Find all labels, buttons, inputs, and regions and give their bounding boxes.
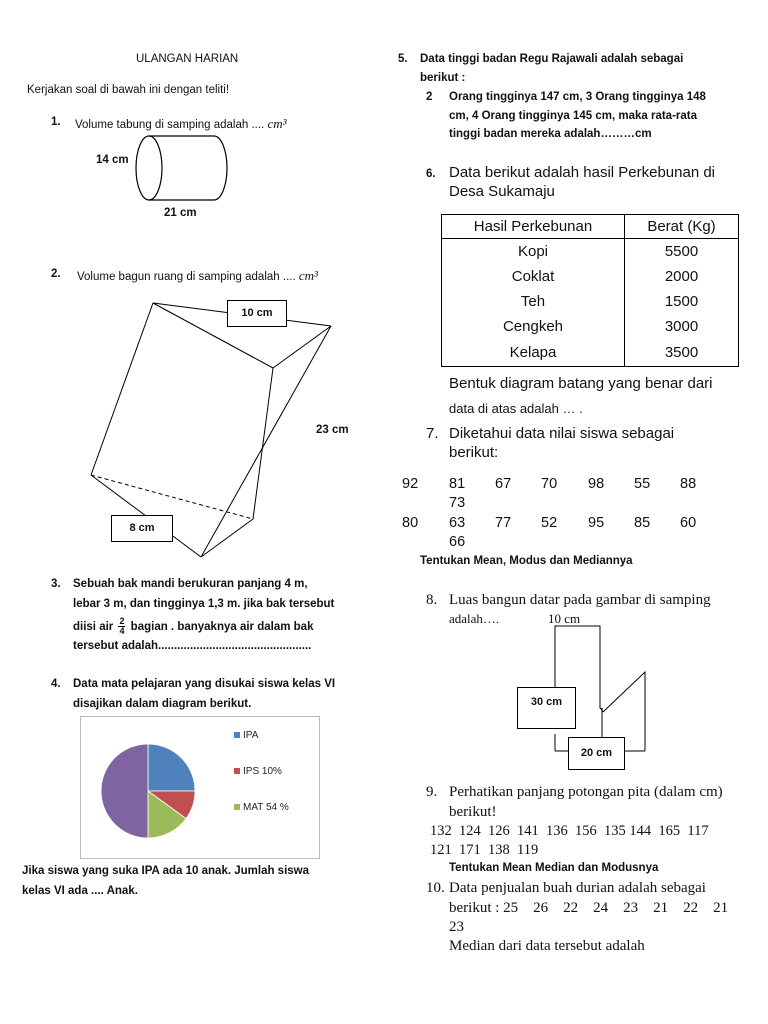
header-hasil: Hasil Perkebunan [442,215,625,239]
q5-sub3: tinggi badan mereka adalah………cm [449,128,652,140]
q7-line1: Diketahui data nilai siswa sebagai [449,425,675,442]
q9-data1: 132 124 126 141 136 156 135 144 165 117 [430,823,709,839]
q4-number: 4. [51,678,61,690]
legend-label: MAT 54 % [243,802,289,813]
q10-line3: 23 [449,919,464,935]
q2-question: Volume bagun ruang di samping adalah .... [77,271,299,283]
q1-number: 1. [51,116,61,128]
cell-weight: 1500 [664,293,699,310]
q9-number: 9. [426,784,438,800]
q6-table [441,214,739,367]
q8-top-label: 10 cm [548,611,581,626]
q8-bottom-label: 20 cm [568,737,625,770]
q6-after1: Bentuk diagram batang yang benar dari [449,375,713,392]
q7-value: 98 [588,476,605,492]
q6-after2: data di atas adalah … . [449,401,583,416]
table-row [442,339,738,366]
q5-sub-number: 2 [426,91,433,103]
q7-task: Tentukan Mean, Modus dan Mediannya [420,555,633,567]
legend-swatch [234,768,240,774]
q7-value: 85 [634,515,651,531]
page-title: ULANGAN HARIAN [136,53,239,65]
q3-number: 3. [51,578,61,590]
table-row [442,289,738,314]
q7-value: 95 [588,515,605,531]
q1-height-label: 14 cm [96,154,129,166]
q7-value: 80 [402,515,419,531]
table-header-row [442,215,738,239]
instruction: Kerjakan soal di bawah ini dengan teliti! [27,84,230,96]
q3-fraction [118,617,125,636]
q4-line1: Data mata pelajaran yang disukai siswa kelas VI [73,678,336,690]
q5-sub2: cm, 4 Orang tingginya 145 cm, maka rata-rata [449,110,697,122]
q7-value: 67 [495,476,512,492]
q7-value: 55 [634,476,651,492]
q7-value: 63 [449,515,466,531]
header-berat: Berat (Kg) [647,218,716,235]
q8-left-label: 30 cm [517,687,576,729]
q7-line2: berikut: [449,444,499,461]
q8-line2: adalah…. [449,611,500,626]
q9-task: Tentukan Mean Median dan Modusnya [449,862,659,874]
legend-swatch [234,732,240,738]
q1-unit: cm³ [267,116,287,131]
q2-top-label: 10 cm [227,300,287,327]
cell-crop: Teh [442,289,625,314]
pie-slice-ipa [148,744,195,791]
pie-chart [81,717,319,858]
cell-weight: 3000 [664,318,699,335]
q1-length-label: 21 cm [164,207,197,219]
table-row [442,314,738,339]
cell-crop: Cengkeh [442,314,625,339]
legend-swatch [234,804,240,810]
cell-weight: 2000 [664,268,699,285]
q2-bottom-label: 8 cm [111,515,173,542]
legend-label: IPS 10% [243,766,282,777]
q8-line1: Luas bangun datar pada gambar di samping [449,592,711,608]
q3-frac-num: 2 [119,616,125,626]
legend-label: IPA [243,730,259,741]
harvest-table [442,215,738,366]
q6-number: 6. [426,168,436,180]
q4-after2: kelas VI ada .... Anak. [22,885,138,897]
q1-text [75,116,287,132]
q2-side-label: 23 cm [316,424,349,436]
q7-row2 [0,515,768,535]
q7-value: 81 [449,476,466,492]
pie-chart-frame [80,716,320,859]
table-row [442,239,738,265]
q2-unit: cm³ [298,268,318,283]
q10-number: 10. [426,880,445,896]
q9-data2: 121 171 138 119 [430,842,539,858]
q7-row2-wrap: 66 [449,534,466,550]
q10-line2: berikut : 25 26 22 24 23 21 22 21 [449,900,729,916]
cell-crop: Coklat [442,264,625,289]
cell-crop: Kelapa [442,339,625,366]
q4-line2: disajikan dalam diagram berikut. [73,698,252,710]
q8-number: 8. [426,592,438,608]
q5-line2: berikut : [420,72,466,84]
q7-row1 [0,476,768,496]
table-row [442,264,738,289]
q10-line4: Median dari data tersebut adalah [449,938,645,954]
q10-line1: Data penjualan buah durian adalah sebagai [449,880,706,896]
q4-after1: Jika siswa yang suka IPA ada 10 anak. Jumlah siswa [22,865,310,877]
q2-number: 2. [51,268,61,280]
q5-sub1: Orang tingginya 147 cm, 3 Orang tingginya 148 [449,91,706,103]
q3-line4: tersebut adalah................................................ [73,640,312,652]
q7-number: 7. [426,425,439,442]
q6-line2: Desa Sukamaju [449,183,555,200]
q3-frac-den: 4 [119,626,125,636]
q7-row1-wrap: 73 [449,495,466,511]
q3-line3 [73,617,313,636]
q3-line2: lebar 3 m, dan tingginya 1,3 m. jika bak tersebut [73,598,335,610]
q7-value: 70 [541,476,558,492]
q5-line1: Data tinggi badan Regu Rajawali adalah sebagai [420,53,684,65]
q7-value: 77 [495,515,512,531]
q1-question: Volume tabung di samping adalah .... [75,119,268,131]
q5-number: 5. [398,53,408,65]
cell-weight: 3500 [664,344,699,361]
q3-line1: Sebuah bak mandi berukuran panjang 4 m, [73,578,308,590]
cell-weight: 5500 [664,243,699,260]
q9-line1: Perhatikan panjang potongan pita (dalam cm) [449,784,723,800]
q6-line1: Data berikut adalah hasil Perkebunan di [449,164,716,181]
cell-crop: Kopi [442,239,625,265]
q7-value: 88 [680,476,697,492]
q7-value: 60 [680,515,697,531]
q7-value: 92 [402,476,419,492]
q9-line2: berikut! [449,804,497,820]
q7-value: 52 [541,515,558,531]
q2-text [77,268,318,284]
q3-line3a: diisi air [73,620,117,633]
q3-line3b: bagian . banyaknya air dalam bak [127,620,314,633]
pie-slice-other [101,744,148,838]
cylinder-figure [130,132,235,207]
